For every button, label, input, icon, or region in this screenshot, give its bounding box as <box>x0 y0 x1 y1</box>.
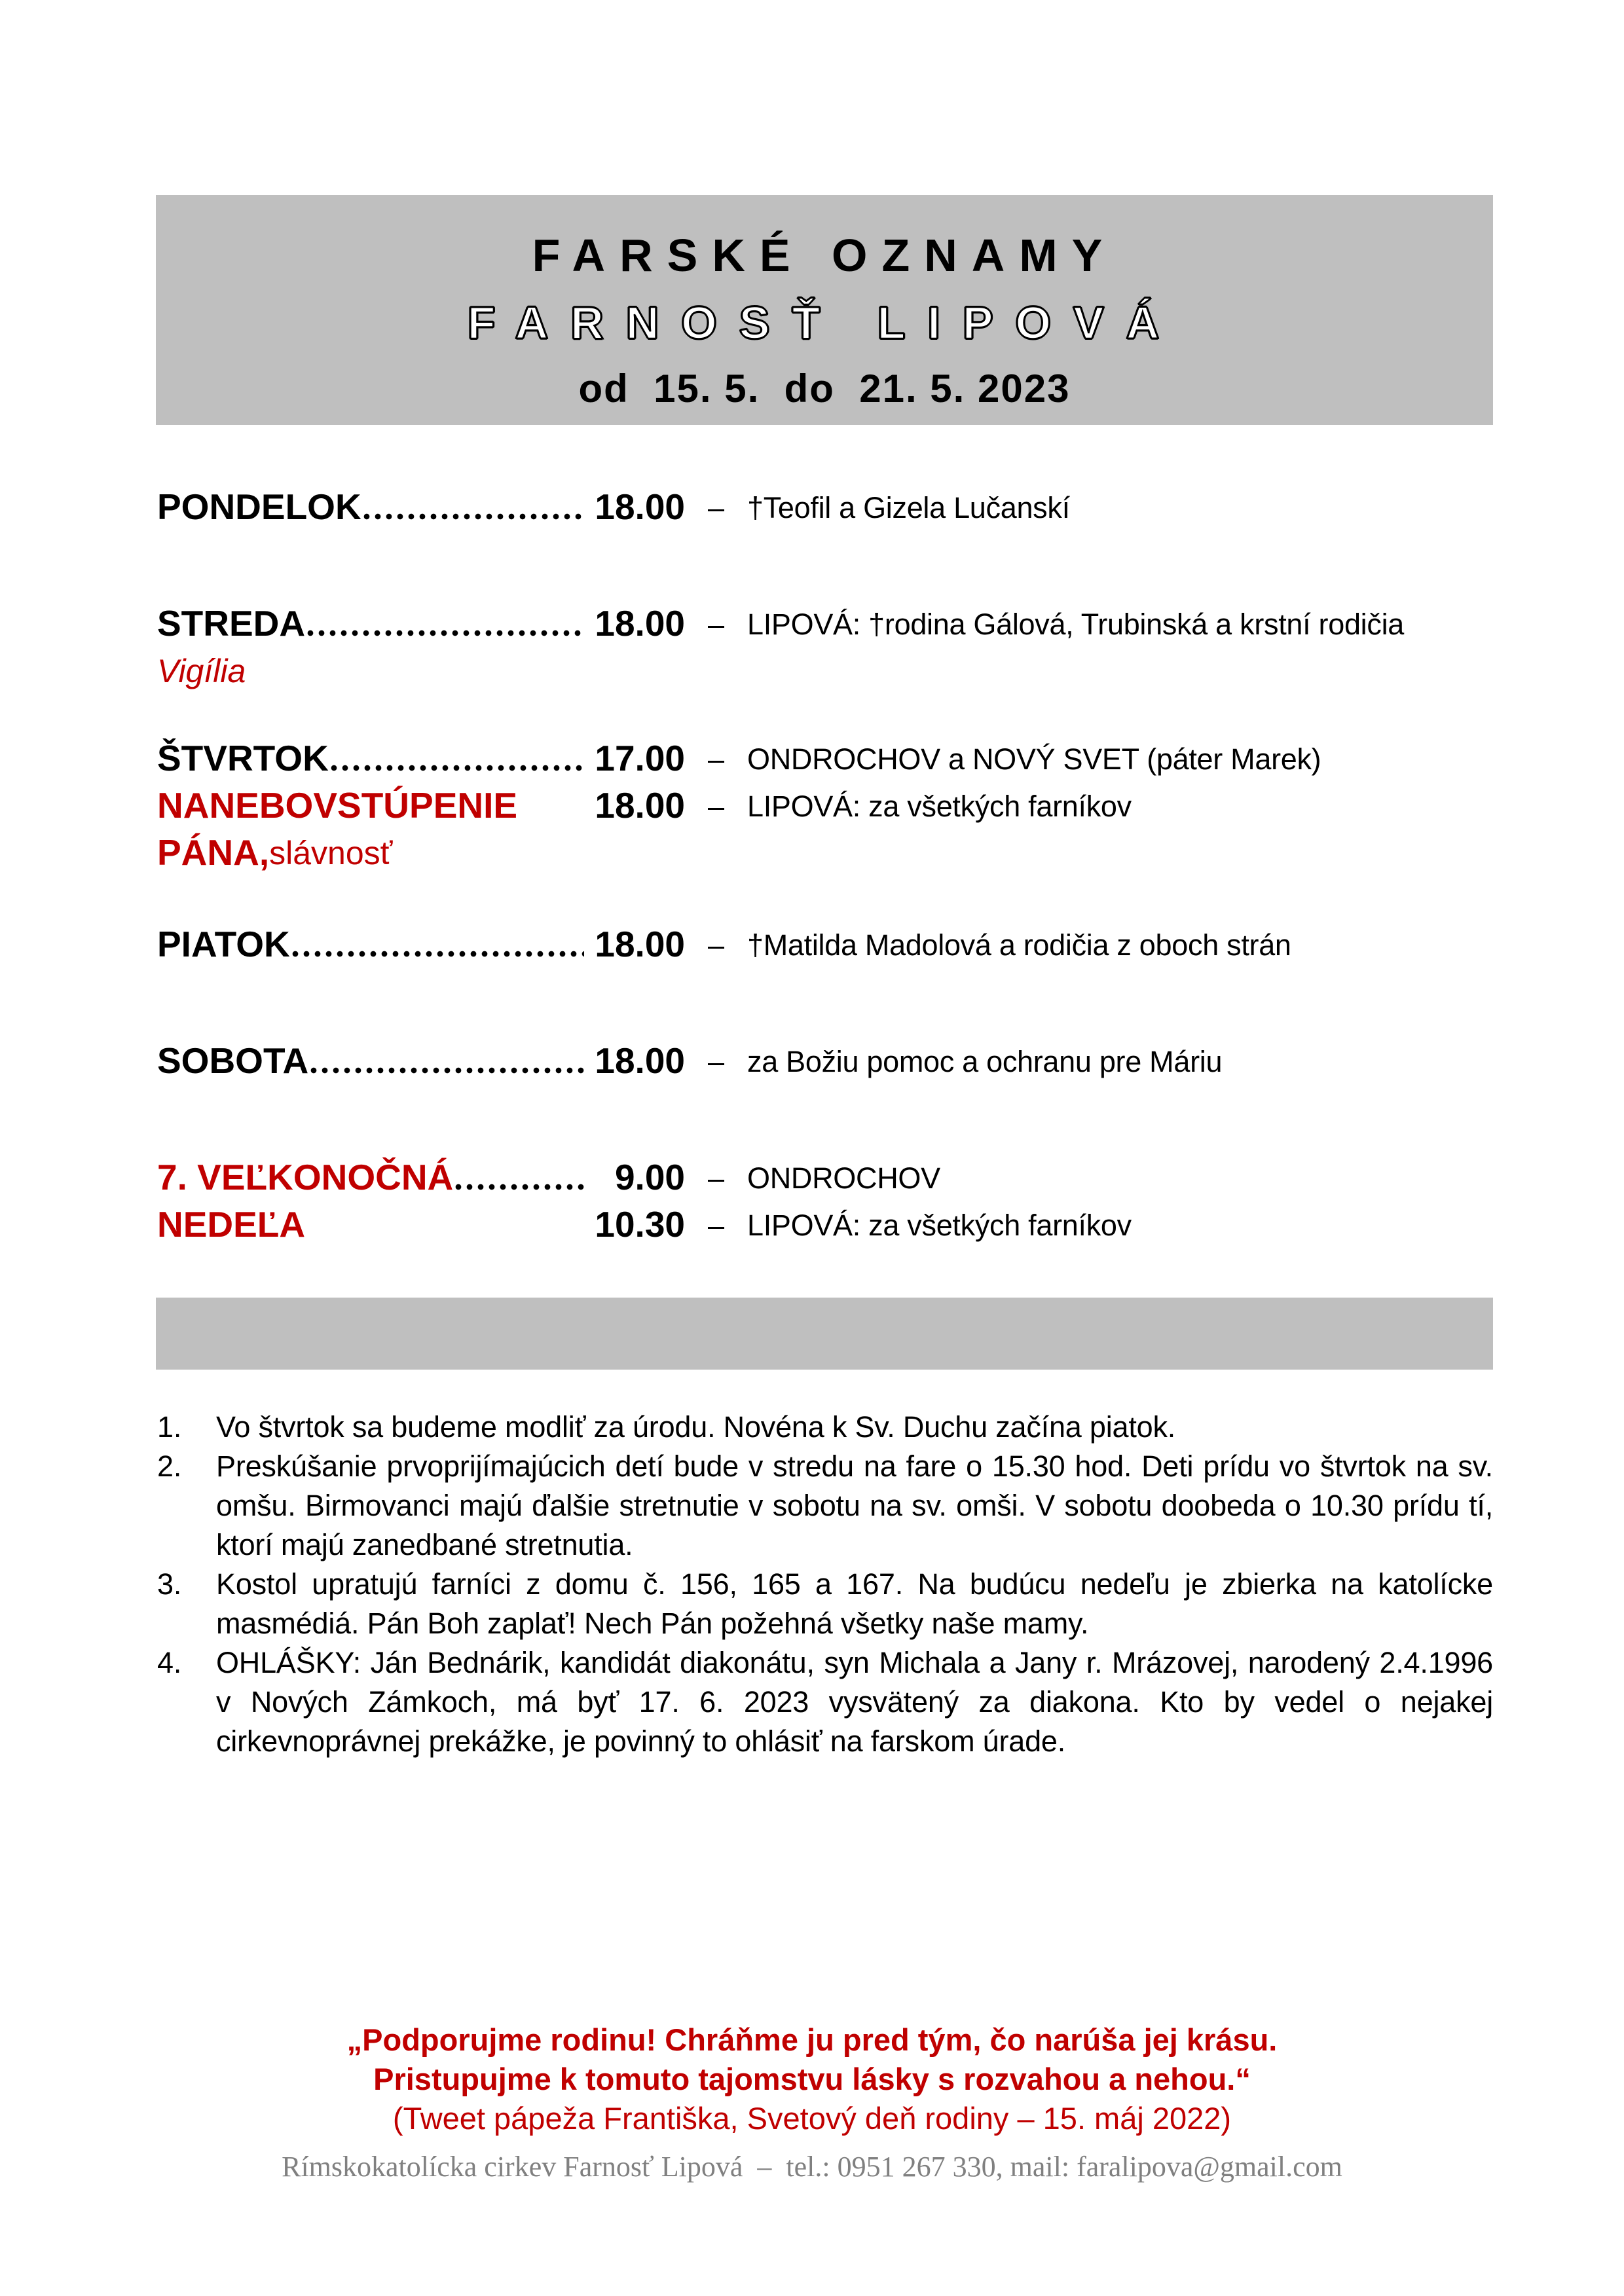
time-value: 18.00 <box>595 924 685 964</box>
dash: – <box>707 491 725 524</box>
feast-label: NANEBOVSTÚPENIE <box>157 785 518 826</box>
dotted-leader <box>307 629 584 637</box>
mass-intention: LIPOVÁ: †rodina Gálová, Trubinská a krstní rodičia <box>747 608 1404 641</box>
schedule-row <box>157 1197 1493 1244</box>
schedule-row <box>157 479 1493 526</box>
mass-intention: LIPOVÁ: za všetkých farníkov <box>747 1209 1132 1242</box>
schedule-row <box>157 778 1493 825</box>
time-value: 18.00 <box>595 603 685 644</box>
divider-bar <box>156 1298 1493 1370</box>
quote-line-2: Pristupujme k tomuto tajomstvu lásky s rozvahou a nehou.“ <box>373 2062 1251 2096</box>
schedule-block-wednesday <box>157 596 1493 690</box>
day-cell <box>157 833 587 872</box>
time-value: 18.00 <box>595 785 685 826</box>
day-cell <box>157 786 587 825</box>
day-label: ŠTVRTOK <box>157 738 329 778</box>
day-label: 7. VEĽKONOČNÁ <box>157 1157 454 1197</box>
schedule-block-sunday <box>157 1150 1493 1244</box>
dash: – <box>707 790 725 823</box>
day-cell <box>157 1041 587 1080</box>
date-range: od 15. 5. do 21. 5. 2023 <box>578 367 1071 410</box>
list-item <box>157 1565 1493 1643</box>
day-cell <box>157 738 587 778</box>
quote-source: (Tweet pápeža Františka, Svetový deň rodiny – 15. máj 2022) <box>392 2101 1232 2136</box>
day-cell <box>157 652 587 690</box>
schedule-row <box>157 917 1493 964</box>
mass-intention: †Teofil a Gizela Lučanskí <box>747 491 1070 524</box>
day-cell <box>157 924 587 964</box>
schedule-row <box>157 825 1493 872</box>
schedule-row <box>157 596 1493 643</box>
dotted-leader <box>292 949 584 958</box>
item-text: Vo štvrtok sa budeme modliť za úrodu. Novéna k Sv. Duchu začína piatok. <box>216 1410 1176 1444</box>
schedule-row <box>157 1033 1493 1080</box>
day-label: SOBOTA <box>157 1040 309 1081</box>
schedule-row <box>157 643 1493 690</box>
day-label: PIATOK <box>157 924 290 964</box>
dash: – <box>707 608 725 641</box>
day-note: Vigília <box>157 653 246 689</box>
time-value: 18.00 <box>595 1040 685 1081</box>
day-label: NEDEĽA <box>157 1204 306 1245</box>
parish-name: FARNOSŤ LIPOVÁ <box>467 297 1182 348</box>
mass-intention: ONDROCHOV a NOVÝ SVET (páter Marek) <box>747 742 1321 776</box>
dash: – <box>707 1161 725 1195</box>
mass-intention: za Božiu pomoc a ochranu pre Máriu <box>747 1045 1223 1078</box>
page-title: FARSKÉ OZNAMY <box>532 230 1117 281</box>
day-cell <box>157 487 587 526</box>
mass-intention: LIPOVÁ: za všetkých farníkov <box>747 790 1132 823</box>
feast-label: PÁNA, <box>157 832 270 873</box>
item-number: 2. <box>157 1449 182 1483</box>
item-text: Kostol upratujú farníci z domu č. 156, 165 a 167. Na budúcu nedeľu je zbierka na katolícke masmédiá. Pán Boh zaplať! Nech Pán požehná všetky naše mamy. <box>216 1567 1493 1640</box>
item-number: 1. <box>157 1410 182 1444</box>
day-label: PONDELOK <box>157 486 361 527</box>
mass-intention: ONDROCHOV <box>747 1161 940 1195</box>
footer-quote <box>0 2020 1624 2138</box>
header-box <box>156 195 1493 425</box>
schedule-row <box>157 731 1493 778</box>
item-text: OHLÁŠKY: Ján Bednárik, kandidát diakonátu, syn Michala a Jany r. Mrázovej, narodený 2.4.1996 v Nových Zámkoch, má byť 17. 6. 2023 vysvätený za diakona. Kto by vedel o nejakej cirkevnoprávnej prekážke, je povinný to ohlásiť na farskom úrade. <box>216 1646 1493 1758</box>
dash: – <box>707 742 725 776</box>
feast-note: slávnosť <box>269 835 393 871</box>
item-number: 3. <box>157 1567 182 1601</box>
quote-line-1: „Podporujme rodinu! Chráňme ju pred tým, čo narúša jej krásu. <box>346 2022 1278 2057</box>
dash: – <box>707 1045 725 1078</box>
list-item <box>157 1447 1493 1565</box>
time-value: 9.00 <box>614 1157 685 1197</box>
item-number: 4. <box>157 1646 182 1679</box>
day-cell <box>157 604 587 643</box>
announcements-list <box>157 1408 1493 1761</box>
dotted-leader <box>363 512 584 520</box>
dotted-leader <box>310 1066 584 1074</box>
schedule-block-friday <box>157 917 1493 964</box>
schedule-row <box>157 1150 1493 1197</box>
day-cell <box>157 1157 587 1197</box>
mass-intention: †Matilda Madolová a rodičia z oboch strán <box>747 928 1291 962</box>
list-item <box>157 1643 1493 1761</box>
item-text: Preskúšanie prvoprijímajúcich detí bude v stredu na fare o 15.30 hod. Deti prídu vo štvrtok na sv. omšu. Birmovanci majú ďalšie stretnutie v sobotu na sv. omši. V sobotu doobeda o 10.30 prídu tí, ktorí majú zanedbané stretnutia. <box>216 1449 1493 1561</box>
contact-line: Rímskokatolícka cirkev Farnosť Lipová – tel.: 0951 267 330, mail: faralipova@gmail.com <box>282 2151 1342 2183</box>
dotted-leader <box>455 1182 584 1191</box>
time-value: 18.00 <box>595 486 685 527</box>
dash: – <box>707 928 725 962</box>
day-cell <box>157 1205 587 1244</box>
time-value: 10.30 <box>595 1204 685 1245</box>
schedule-block-saturday <box>157 1033 1493 1080</box>
list-item <box>157 1408 1493 1447</box>
time-value: 17.00 <box>595 738 685 778</box>
dotted-leader <box>331 763 584 772</box>
schedule-block-thursday <box>157 731 1493 872</box>
schedule-block-monday <box>157 479 1493 526</box>
day-label: STREDA <box>157 603 306 644</box>
dash: – <box>707 1209 725 1242</box>
